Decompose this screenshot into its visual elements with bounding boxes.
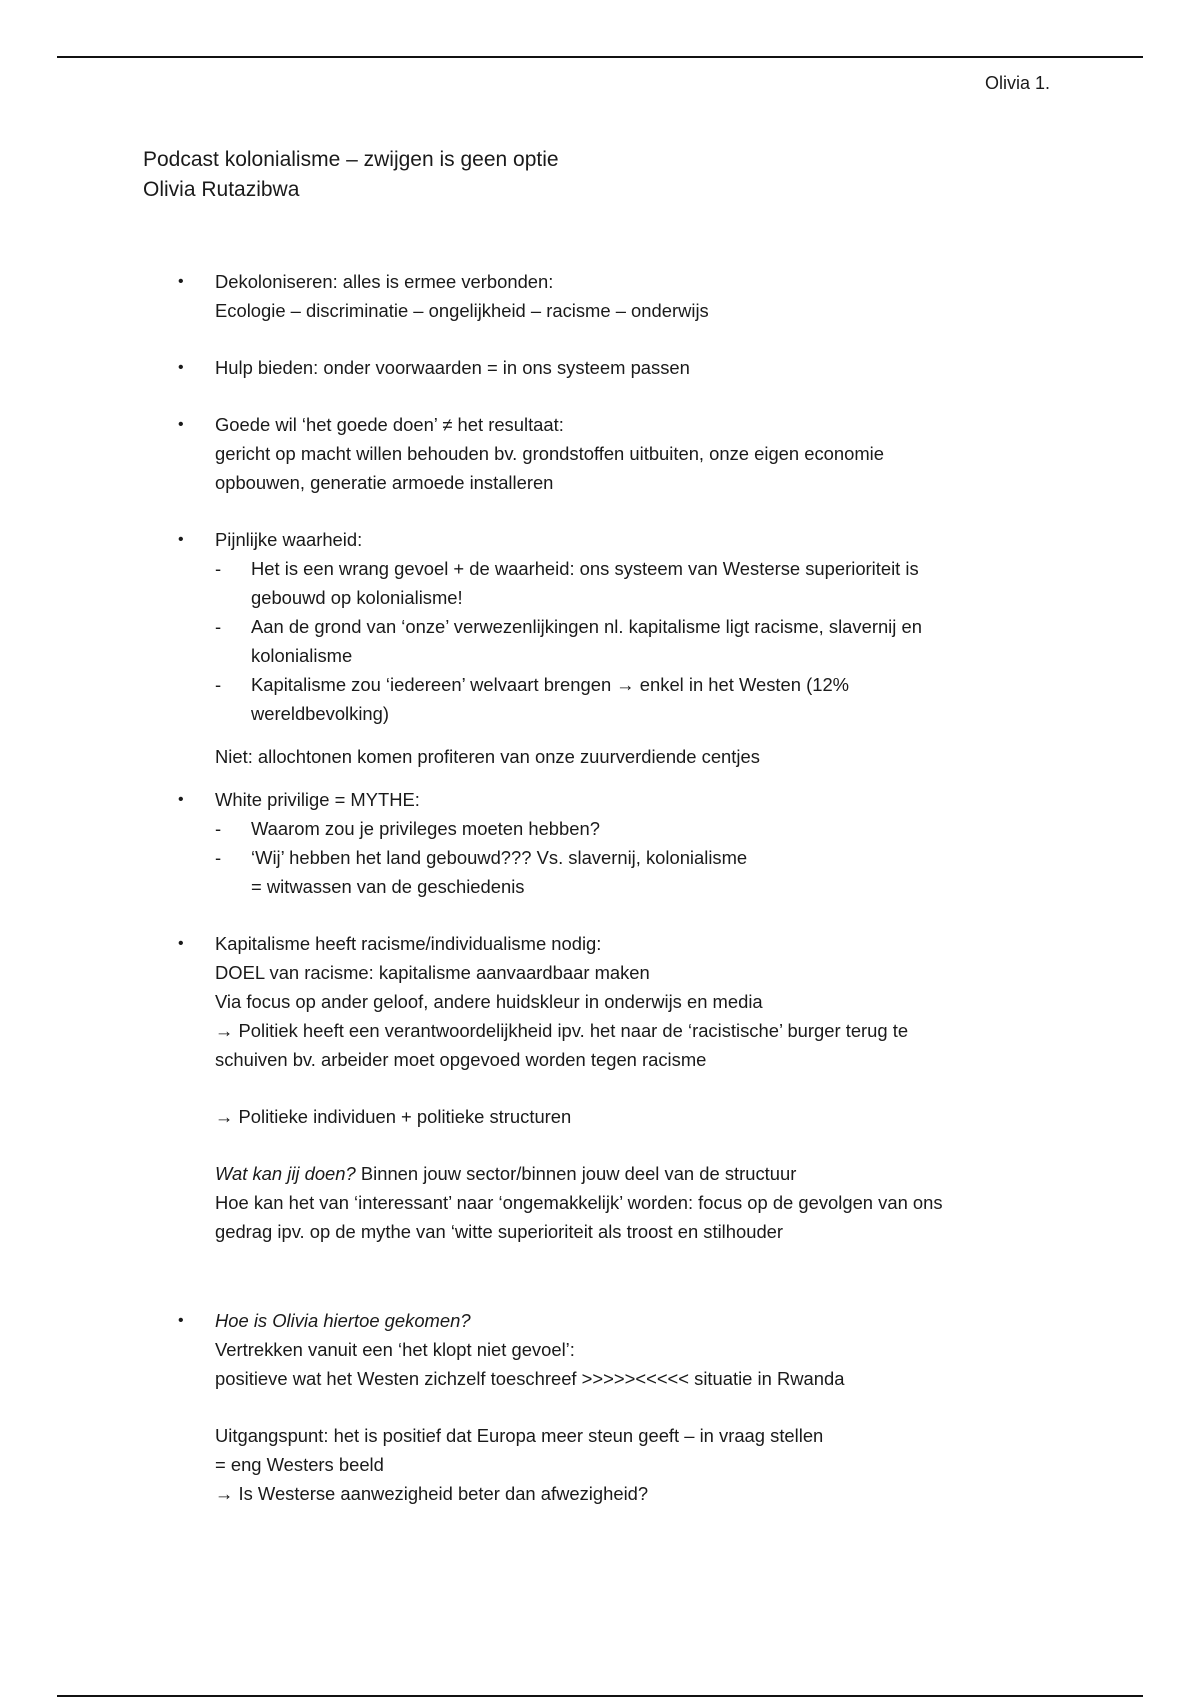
title-line-1: Podcast kolonialisme – zwijgen is geen optie xyxy=(143,148,559,171)
dash-item xyxy=(215,612,1015,670)
bullet-text: → Politiek heeft een verantwoordelijkheid ipv. het naar de ‘racistische’ burger terug te xyxy=(215,1020,909,1041)
bullet-text: DOEL van racisme: kapitalisme aanvaardbaar maken xyxy=(215,962,650,983)
bullet-text: Kapitalisme heeft racisme/individualisme nodig: xyxy=(215,933,602,954)
notes-body xyxy=(0,267,1200,1508)
bullet-text: Hoe kan het van ‘interessant’ naar ‘ongemakkelijk’ worden: focus op de gevolgen van ons xyxy=(215,1192,943,1213)
bullet-text: Vertrekken vanuit een ‘het klopt niet gevoel’: xyxy=(215,1339,575,1360)
bullet-text: Uitgangspunt: het is positief dat Europa meer steun geeft – in vraag stellen xyxy=(215,1425,824,1446)
bullet-heading-italic: Hoe is Olivia hiertoe gekomen? xyxy=(215,1310,471,1331)
bullet-pijnlijke-waarheid xyxy=(0,525,1015,771)
bullet-dekoloniseren xyxy=(0,267,1015,325)
bullet-text: → Politieke individuen + politieke structuren xyxy=(215,1106,572,1127)
bullet-hulp-bieden xyxy=(0,353,1015,382)
top-rule xyxy=(57,56,1143,58)
dash-item xyxy=(215,670,1015,728)
title-line-2: Olivia Rutazibwa xyxy=(143,178,300,201)
dash-text: Kapitalisme zou ‘iedereen’ welvaart brengen → enkel in het Westen (12% xyxy=(251,674,850,695)
bullet-text: Ecologie – discriminatie – ongelijkheid – racisme – onderwijs xyxy=(215,300,709,321)
document-title xyxy=(143,145,559,205)
dash-text: gebouwd op kolonialisme! xyxy=(251,587,463,608)
dash-text: ‘Wij’ hebben het land gebouwd??? Vs. slavernij, kolonialisme xyxy=(251,847,748,868)
question-italic: Wat kan jij doen? xyxy=(215,1163,356,1184)
dash-text: = witwassen van de geschiedenis xyxy=(251,876,525,897)
dash-item xyxy=(215,843,1015,901)
bullet-text: Pijnlijke waarheid: xyxy=(215,529,363,550)
dash-item xyxy=(215,814,1015,843)
bullet-icon: • xyxy=(178,531,184,548)
bullet-text: schuiven bv. arbeider moet opgevoed worden tegen racisme xyxy=(215,1049,707,1070)
bullet-icon: • xyxy=(178,273,184,290)
dash-text: kolonialisme xyxy=(251,645,353,666)
bullet-text: Hulp bieden: onder voorwaarden = in ons systeem passen xyxy=(215,357,690,378)
dash-icon: - xyxy=(215,558,222,579)
bullet-text: gericht op macht willen behouden bv. grondstoffen uitbuiten, onze eigen economie xyxy=(215,443,884,464)
dash-icon: - xyxy=(215,818,222,839)
bullet-icon: • xyxy=(178,416,184,433)
dash-text: Waarom zou je privileges moeten hebben? xyxy=(251,818,600,839)
dash-text: wereldbevolking) xyxy=(251,703,390,724)
bullet-text: opbouwen, generatie armoede installeren xyxy=(215,472,554,493)
bullet-goede-wil xyxy=(0,410,1015,497)
dash-text: Het is een wrang gevoel + de waarheid: ons systeem van Westerse superioriteit is xyxy=(251,558,919,579)
page-label: Olivia 1. xyxy=(985,73,1051,93)
dash-item xyxy=(215,554,1015,612)
question-rest: Binnen jouw sector/binnen jouw deel van de structuur xyxy=(355,1163,797,1184)
bullet-text: Goede wil ‘het goede doen’ ≠ het resultaat: xyxy=(215,414,564,435)
bottom-rule xyxy=(57,1695,1143,1697)
bullet-text: Via focus op ander geloof, andere huidskleur in onderwijs en media xyxy=(215,991,763,1012)
bullet-kapitalisme xyxy=(0,929,1015,1246)
bullet-text: positieve wat het Westen zichzelf toeschreef >>>>><<<<< situatie in Rwanda xyxy=(215,1368,845,1389)
dash-icon: - xyxy=(215,847,222,868)
dash-text: Aan de grond van ‘onze’ verwezenlijkingen nl. kapitalisme ligt racisme, slavernij en xyxy=(251,616,922,637)
bullet-text: Dekoloniseren: alles is ermee verbonden: xyxy=(215,271,554,292)
bullet-icon: • xyxy=(178,791,184,808)
bullet-text: White privilige = MYTHE: xyxy=(215,789,420,810)
bullet-white-privilege xyxy=(0,785,1015,901)
bullet-text: gedrag ipv. op de mythe van ‘witte superioriteit als troost en stilhouder xyxy=(215,1221,784,1242)
bullet-icon: • xyxy=(178,359,184,376)
bullet-text: = eng Westers beeld xyxy=(215,1454,384,1475)
bullet-icon: • xyxy=(178,935,184,952)
bullet-question xyxy=(215,1159,1015,1188)
dash-icon: - xyxy=(215,674,222,695)
bullet-note: Niet: allochtonen komen profiteren van onze zuurverdiende centjes xyxy=(215,746,760,767)
bullet-hoe-olivia xyxy=(0,1306,1015,1508)
bullet-text: → Is Westerse aanwezigheid beter dan afwezigheid? xyxy=(215,1483,649,1504)
bullet-icon: • xyxy=(178,1312,184,1329)
dash-icon: - xyxy=(215,616,222,637)
